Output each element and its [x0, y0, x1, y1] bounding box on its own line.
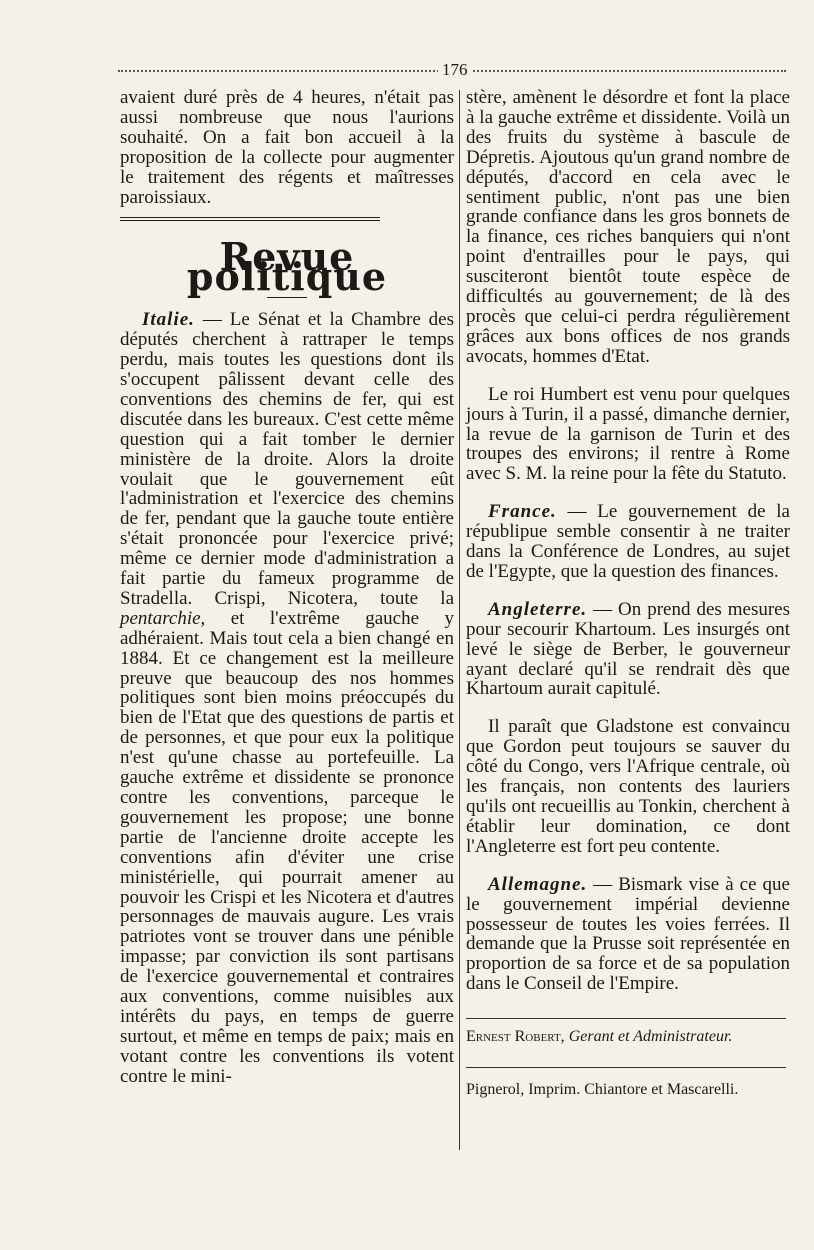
italie-lead: — Le Sénat et la Chambre des députés cherchent à rattraper le temps perdu, mais toutes les questions dont ils s'occupent pâlissent devant celle des conventions des chemins de fer, qui est discutée dans les bureaux. C'est cette même question qui a fait tomber le dernier ministère de la droite. Alors la droite voulait que le gouvernement eût l'administration et l'exercice des chemins de fer, pendant que la gauche toute entière s'était prononcée pour l'exercice privé; même ce dernier mode d'administration a fait partie du fameux programme de Stradella. Crispi, Nicotera, toute la — [120, 309, 454, 609]
intro-paragraph: avaient duré près de 4 heures, n'était pas aussi nombreuse que nous l'aurions souhaité. On a fait bon accueil à la proposition de la collecte pour augmenter le traitement des régents et maîtresses paroissiaux. — [120, 87, 454, 208]
allemagne-text: — Bismark vise à ce que le gouvernement impérial devienne possesseur de toutes les voies ferrées. Il demande que la Prusse soit représentée en proportion de sa force et de sa population dans le Conseil de l'Empire. — [466, 873, 790, 995]
italie-pentarchie: pentarchie — [120, 607, 201, 629]
left-column — [120, 88, 454, 1087]
humbert-paragraph: Le roi Humbert est venu pour quelques jours à Turin, il a passé, dimanche dernier, la revue de la garnison de Turin et des troupes des environs; il rentre à Rome avec S. M. la reine pour la fête du Statuto. — [466, 383, 790, 485]
gordon-paragraph: Il paraît que Gladstone est convaincu que Gordon peut toujours se sauver du côté du Congo, vers l'Afrique centrale, où les français, non contents des lauriers qu'ils ont recueillis au Tonkin, cherchent à établir leur domination, ce dont l'Angleterre est fort peu contente. — [466, 716, 790, 857]
section-separator — [120, 217, 380, 221]
angleterre-text: — On prend des mesures pour secourir Khartoum. Les insurgés ont levé le siège de Berber, le gouverneur ayant declaré qu'il se rendrait dès que Khartoum aurait capitulé. — [466, 598, 790, 700]
continuation-paragraph: stère, amènent le désordre et font la place à la gauche extrême et dissidente. Voilà un des fruits du système à bascule de Dépretis. Ajoutous qu'un grand nombre de députés, d'accord en cela avec le sentiment public, n'ont pas une bien grande confiance dans les gros bonnets de la finance, ces riches banquiers qui n'ont point d'entrailles pour le pays, qui susciteront bientôt toute espèce de difficultés au gouvernement; de là des procès que celui-ci perdra régulièrement grâces aux bons offices de nos grands avocats, hommes d'Etat. — [466, 87, 790, 367]
france-text: — Le gouvernement de la républipue semble consentir à ne traiter dans la Conférence de Londres, au sujet de l'Egypte, que la question des finances. — [466, 501, 790, 582]
right-column — [466, 88, 790, 1100]
section-title: Revue politique — [186, 234, 388, 300]
france-paragraph — [466, 502, 790, 582]
page-number: 176 — [438, 60, 472, 80]
italie-paragraph — [120, 310, 454, 1086]
signature-rule — [466, 1018, 786, 1019]
allemagne-label: Allemagne. — [488, 873, 588, 895]
italie-label: Italie. — [142, 309, 195, 331]
signature — [466, 1027, 790, 1047]
france-label: France. — [488, 501, 557, 523]
imprint: Pignerol, Imprim. Chiantore et Mascarelli. — [466, 1081, 739, 1099]
allemagne-paragraph — [466, 875, 790, 994]
column-divider — [459, 90, 460, 1150]
italie-rest: , et l'extrême gauche y adhéraient. Mais tout cela a bien changé en 1884. Et ce changement est la meilleure preuve que beaucoup des nos hommes politiques sont bien moins préoccupés du bien de l'Etat que des questions de partis et de personnes, et que pour eux la politique n'est qu'une chasse au portefeuille. La gauche extrême et dissidente se prononce contre les conventions, parceque le gouvernement les propose; une bonne partie de l'ancienne droite accepte les conventions afin d'éviter une crise ministérielle, qui pourrait amener au pouvoir les Crispi et les Nicotera et d'autres personnages de mauvais augure. Les vrais patriotes vont se trouver dans une pénible impasse; par conviction ils sont partisans de l'exercice gouvernemental et contraires aux conventions, comme nuisibles aux intérêts du pays, en temps de guerre surtout, et même en temps de paix; mais en votant contre les conventions ils votent contre le mini- — [120, 607, 454, 1087]
signature-name: Ernest Robert, — [466, 1028, 565, 1046]
signature-role: Gerant et Administrateur. — [564, 1028, 733, 1046]
angleterre-paragraph — [466, 600, 790, 700]
imprint-rule — [466, 1067, 786, 1068]
angleterre-label: Angleterre. — [488, 598, 588, 620]
